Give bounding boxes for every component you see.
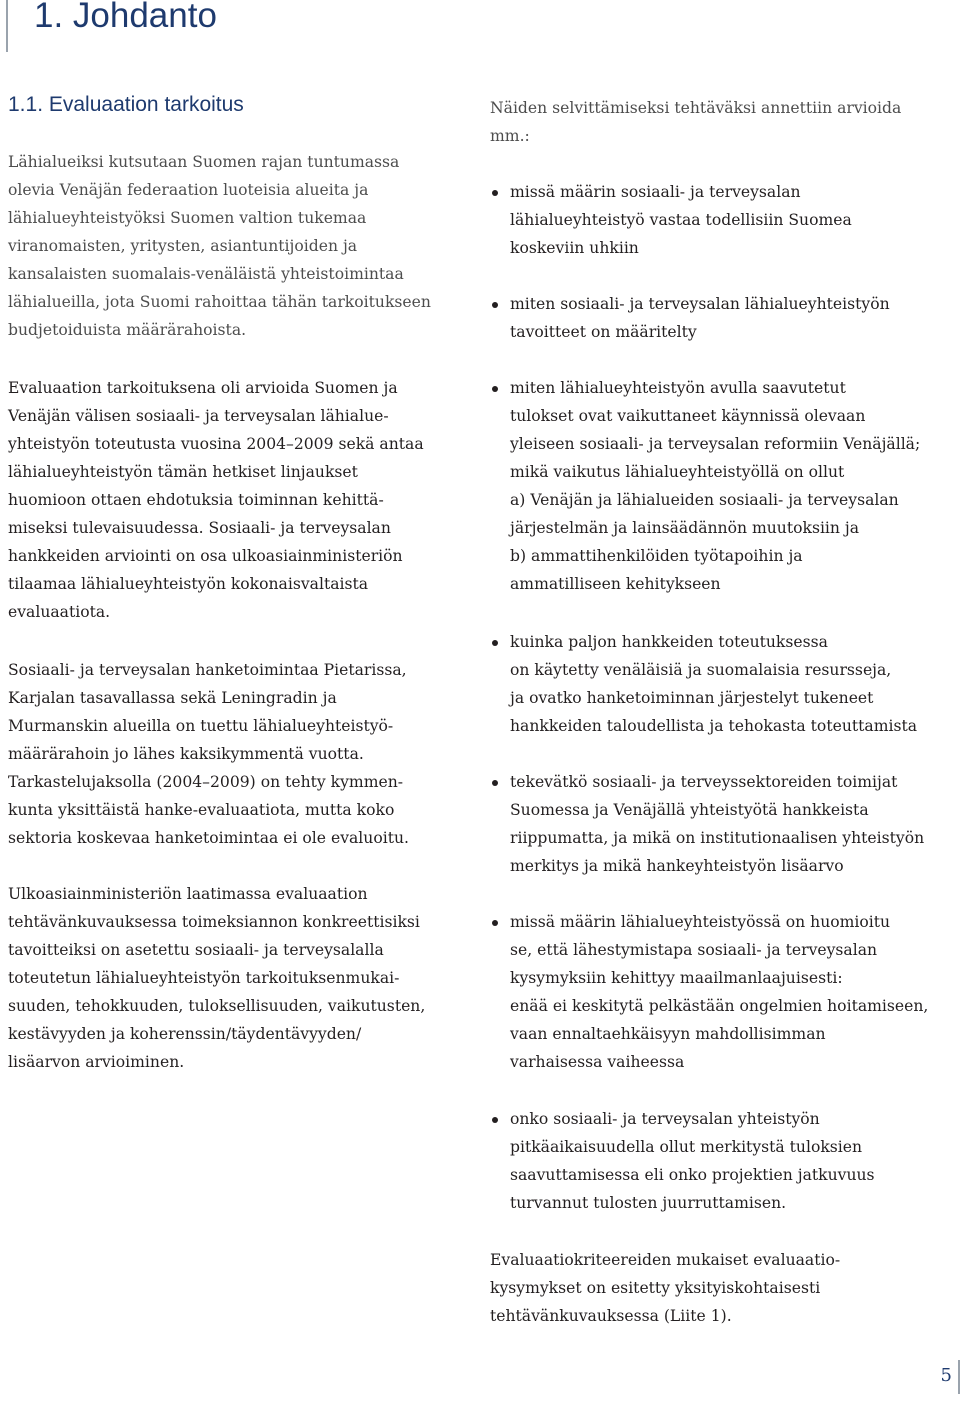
text-line: kysymyksiin kehittyy maailmanlaajuisesti:: [510, 969, 843, 987]
question-list: [490, 768, 960, 880]
text-line: mm.:: [490, 127, 530, 145]
list-item: [490, 1105, 960, 1217]
list-item: [490, 628, 960, 740]
text-line: lisäarvon arvioiminen.: [8, 1053, 185, 1071]
body-paragraph: [8, 880, 468, 1076]
text-line: tavoitteiksi on asetettu sosiaali- ja terveysalalla: [8, 941, 384, 959]
text-line: kansalaisten suomalais-venäläistä yhteistoimintaa: [8, 265, 404, 283]
text-line: budjetoiduista määrärahoista.: [8, 321, 247, 339]
text-line: evaluaatiota.: [8, 603, 111, 621]
bullet-icon: [492, 920, 498, 926]
text-line: Sosiaali- ja terveysalan hanketoimintaa Pietarissa,: [8, 661, 407, 679]
text-line: yleiseen sosiaali- ja terveysalan reformiin Venäjällä;: [510, 435, 921, 453]
text-line: tekevätkö sosiaali- ja terveyssektoreiden toimijat: [510, 773, 898, 791]
bullet-icon: [492, 780, 498, 786]
bullet-icon: [492, 386, 498, 392]
text-line: miten sosiaali- ja terveysalan lähialueyhteistyön: [510, 295, 890, 313]
text-line: hankkeiden arviointi on osa ulkoasiainministeriön: [8, 547, 403, 565]
list-item: [490, 908, 960, 1076]
list-item: [490, 768, 960, 880]
text-line: Venäjän välisen sosiaali- ja terveysalan lähialue-: [8, 407, 389, 425]
text-line: Karjalan tasavallassa sekä Leningradin ja: [8, 689, 337, 707]
text-line: viranomaisten, yritysten, asiantuntijoiden ja: [8, 237, 358, 255]
body-paragraph: [8, 374, 468, 626]
question-list: [490, 374, 960, 598]
text-line: se, että lähestymistapa sosiaali- ja terveysalan: [510, 941, 878, 959]
text-line: Ulkoasiainministeriön laatimassa evaluaation: [8, 885, 368, 903]
bullet-icon: [492, 190, 498, 196]
text-line: miten lähialueyhteistyön avulla saavutetut: [510, 379, 846, 397]
page-number: 5: [940, 1365, 952, 1386]
text-line: mikä vaikutus lähialueyhteistyöllä on ollut: [510, 463, 845, 481]
intro-paragraph: [490, 94, 960, 150]
text-line: missä määrin sosiaali- ja terveysalan: [510, 183, 801, 201]
text-line: kuinka paljon hankkeiden toteutuksessa: [510, 633, 828, 651]
text-line: määrärahoin jo lähes kaksikymmentä vuotta.: [8, 745, 364, 763]
text-line: Evaluaatiokriteereiden mukaiset evaluaatio-: [490, 1251, 841, 1269]
text-line: Näiden selvittämiseksi tehtäväksi annettiin arvioida: [490, 99, 902, 117]
question-list: [490, 290, 960, 346]
text-line: järjestelmän ja lainsäädännön muutoksiin ja: [510, 519, 860, 537]
text-line: yhteistyön toteutusta vuosina 2004–2009 sekä antaa: [8, 435, 424, 453]
text-line: saavuttamisessa eli onko projektien jatkuvuus: [510, 1166, 875, 1184]
text-line: tavoitteet on määritelty: [510, 323, 697, 341]
text-line: miseksi tulevaisuudessa. Sosiaali- ja terveysalan: [8, 519, 391, 537]
text-line: Tarkastelujaksolla (2004–2009) on tehty kymmen-: [8, 773, 404, 791]
text-line: olevia Venäjän federaation luoteisia alueita ja: [8, 181, 369, 199]
text-line: missä määrin lähialueyhteistyössä on huomioitu: [510, 913, 891, 931]
text-line: koskeviin uhkiin: [510, 239, 639, 257]
text-line: lähialueyhteistyö vastaa todellisiin Suomea: [510, 211, 852, 229]
text-line: suuden, tehokkuuden, tuloksellisuuden, vaikutusten,: [8, 997, 426, 1015]
closing-paragraph: [490, 1246, 960, 1330]
text-line: pitkäaikaisuudella ollut merkitystä tuloksien: [510, 1138, 863, 1156]
text-line: toteutetun lähialueyhteistyön tarkoituksenmukai-: [8, 969, 400, 987]
list-item: [490, 290, 960, 346]
text-line: lähialueyhteistyön tämän hetkiset linjaukset: [8, 463, 358, 481]
text-line: tehtävänkuvauksessa (Liite 1).: [490, 1307, 732, 1325]
text-line: kestävyyden ja koherenssin/täydentävyyden/: [8, 1025, 362, 1043]
text-line: sektoria koskevaa hanketoimintaa ei ole evaluoitu.: [8, 829, 409, 847]
header-rule: [6, 0, 8, 52]
bullet-icon: [492, 302, 498, 308]
section-title: 1.1. Evaluaation tarkoitus: [8, 93, 244, 116]
text-line: onko sosiaali- ja terveysalan yhteistyön: [510, 1110, 820, 1128]
question-list: [490, 1105, 960, 1217]
text-line: kysymykset on esitetty yksityiskohtaisesti: [490, 1279, 821, 1297]
question-list: [490, 628, 960, 740]
text-line: Lähialueiksi kutsutaan Suomen rajan tuntumassa: [8, 153, 400, 171]
text-line: tehtävänkuvauksessa toimeksiannon konkreettisiksi: [8, 913, 420, 931]
chapter-title: 1. Johdanto: [34, 0, 217, 35]
text-line: Suomessa ja Venäjällä yhteistyötä hankkeista: [510, 801, 869, 819]
question-list: [490, 178, 960, 262]
lead-paragraph: [8, 148, 468, 344]
text-line: Murmanskin alueilla on tuettu lähialueyhteistyö-: [8, 717, 394, 735]
text-line: hankkeiden taloudellista ja tehokasta toteuttamista: [510, 717, 918, 735]
text-line: merkitys ja mikä hankeyhteistyön lisäarvo: [510, 857, 844, 875]
list-item: [490, 178, 960, 262]
text-line: tulokset ovat vaikuttaneet käynnissä olevaan: [510, 407, 866, 425]
text-line: riippumatta, ja mikä on institutionaalisen yhteistyön: [510, 829, 925, 847]
text-line: lähialueilla, jota Suomi rahoittaa tähän tarkoitukseen: [8, 293, 431, 311]
list-item: [490, 374, 960, 598]
text-line: ja ovatko hanketoiminnan järjestelyt tukeneet: [510, 689, 874, 707]
text-line: varhaisessa vaiheessa: [510, 1053, 685, 1071]
text-line: ammatilliseen kehitykseen: [510, 575, 721, 593]
question-list: [490, 908, 960, 1076]
text-line: b) ammattihenkilöiden työtapoihin ja: [510, 547, 803, 565]
text-line: kunta yksittäistä hanke-evaluaatiota, mutta koko: [8, 801, 395, 819]
body-paragraph: [8, 656, 468, 852]
text-line: tilaamaa lähialueyhteistyön kokonaisvaltaista: [8, 575, 369, 593]
bullet-icon: [492, 640, 498, 646]
text-line: a) Venäjän ja lähialueiden sosiaali- ja terveysalan: [510, 491, 899, 509]
text-line: turvannut tulosten juurruttamisen.: [510, 1194, 787, 1212]
text-line: vaan ennaltaehkäisyyn mahdollisimman: [510, 1025, 826, 1043]
text-line: on käytetty venäläisiä ja suomalaisia resursseja,: [510, 661, 892, 679]
text-line: lähialueyhteistyöksi Suomen valtion tukemaa: [8, 209, 367, 227]
text-line: enää ei keskitytä pelkästään ongelmien hoitamiseen,: [510, 997, 929, 1015]
text-line: Evaluaation tarkoituksena oli arvioida Suomen ja: [8, 379, 398, 397]
text-line: huomioon ottaen ehdotuksia toiminnan kehittä-: [8, 491, 384, 509]
bullet-icon: [492, 1117, 498, 1123]
